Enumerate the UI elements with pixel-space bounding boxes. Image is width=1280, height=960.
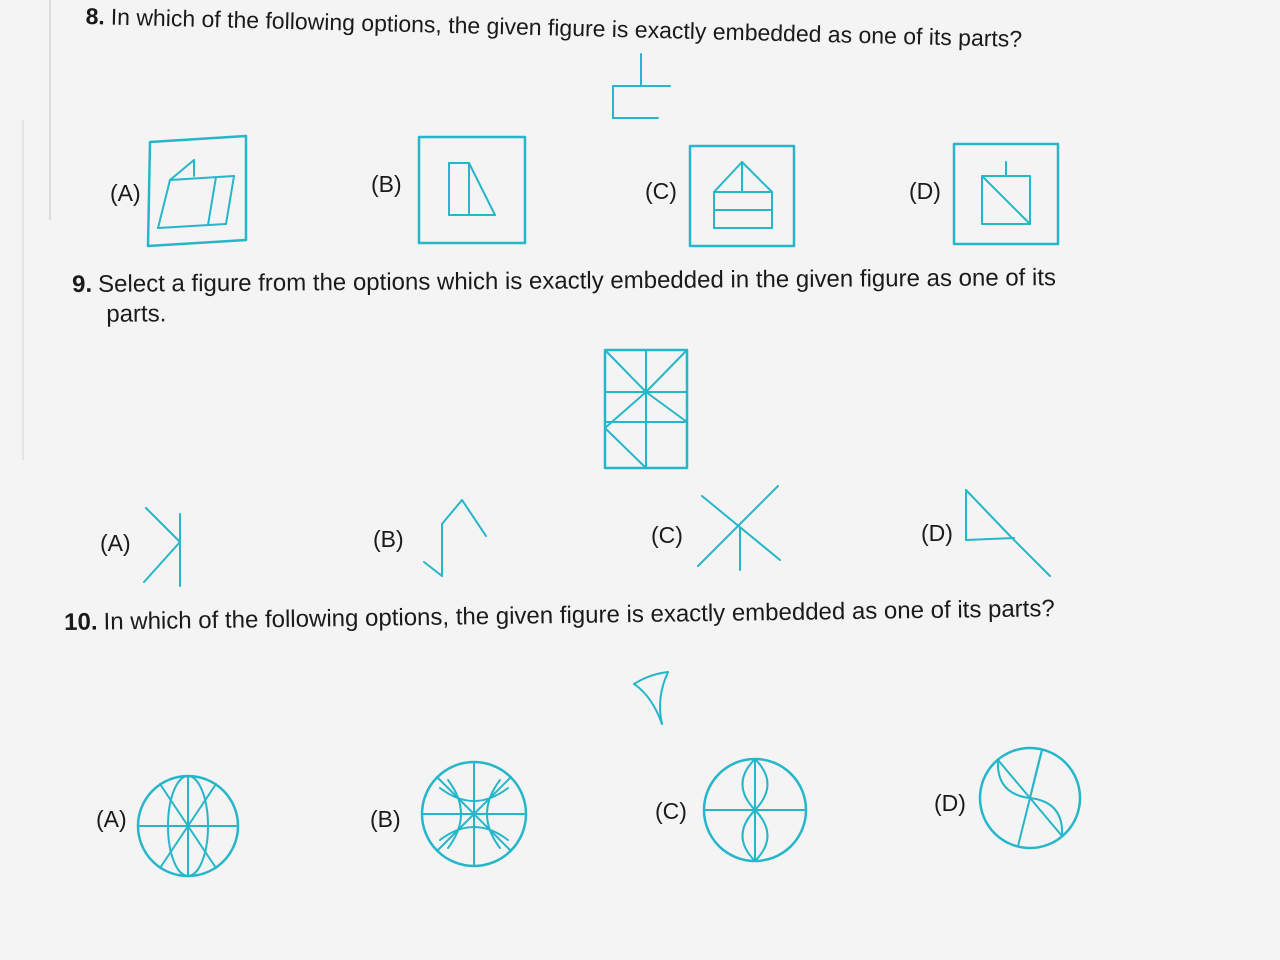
q8-option-d-label[interactable]: (D) xyxy=(909,178,941,204)
q10-option-c-label[interactable]: (C) xyxy=(655,798,687,824)
q8-option-b-figure[interactable] xyxy=(417,135,529,247)
question-number: 8. xyxy=(85,2,106,30)
question-number: 10. xyxy=(64,608,98,636)
q9-option-d-label[interactable]: (D) xyxy=(921,520,953,546)
q10-given-figure xyxy=(630,668,674,732)
page-edge-shadow xyxy=(22,120,24,460)
page-edge-shadow xyxy=(49,0,51,220)
q9-option-b-figure[interactable] xyxy=(420,496,490,580)
q8-given-figure xyxy=(606,50,676,125)
q9-option-b-label[interactable]: (B) xyxy=(373,526,404,552)
q10-option-a-figure[interactable] xyxy=(134,772,242,880)
question-10-text xyxy=(64,594,1055,638)
q9-option-a-label[interactable]: (A) xyxy=(100,530,131,556)
question-prompt-line-2: parts. xyxy=(106,300,167,328)
q8-option-c-label[interactable]: (C) xyxy=(645,178,677,204)
question-prompt-line-1: Select a figure from the options which is exactly embedded in the given figure as one of its xyxy=(98,264,1057,298)
question-8-text xyxy=(85,2,1022,54)
q10-option-b-figure[interactable] xyxy=(418,758,530,870)
question-prompt: In which of the following options, the given figure is exactly embedded as one of its parts? xyxy=(103,595,1055,636)
q9-option-c-figure[interactable] xyxy=(694,482,786,574)
q8-option-c-figure[interactable] xyxy=(688,144,798,250)
q10-option-d-figure[interactable] xyxy=(976,744,1084,852)
q8-option-a-label[interactable]: (A) xyxy=(110,180,141,206)
q10-option-c-figure[interactable] xyxy=(700,754,810,866)
question-number: 9. xyxy=(72,270,93,298)
q9-given-figure xyxy=(603,348,693,472)
q10-option-d-label[interactable]: (D) xyxy=(934,790,966,816)
q9-option-a-figure[interactable] xyxy=(140,504,190,590)
question-prompt: In which of the following options, the given figure is exactly embedded as one of its parts? xyxy=(110,3,1023,52)
q10-option-b-label[interactable]: (B) xyxy=(370,806,401,832)
q8-option-b-label[interactable]: (B) xyxy=(371,171,402,197)
q9-option-c-label[interactable]: (C) xyxy=(651,522,683,548)
question-9-text xyxy=(72,262,1222,330)
q8-option-d-figure[interactable] xyxy=(952,142,1060,248)
q10-option-a-label[interactable]: (A) xyxy=(96,806,127,832)
q9-option-d-figure[interactable] xyxy=(962,486,1054,580)
q8-option-a-figure[interactable] xyxy=(146,134,250,248)
